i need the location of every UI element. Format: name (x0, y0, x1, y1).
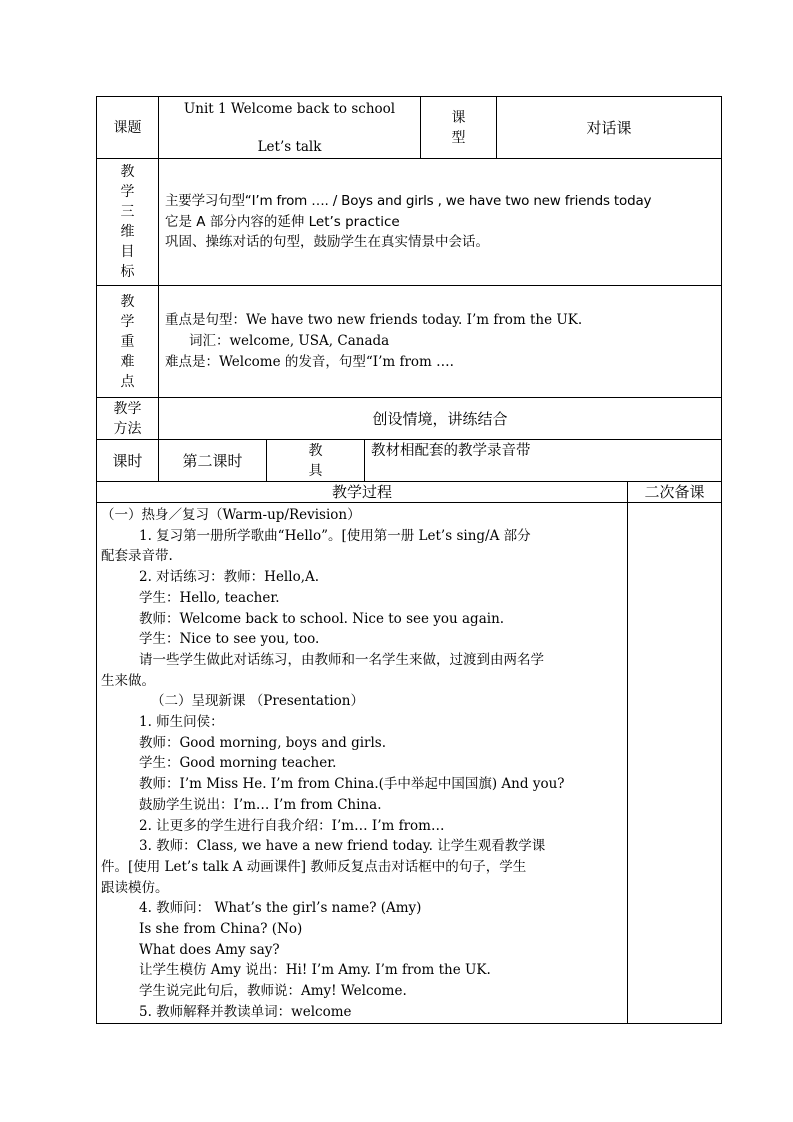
tools-value: 教材相配套的教学录音带 (365, 440, 722, 482)
process-line: What does Amy say? (139, 941, 280, 958)
process-line: 1. 复习第一册所学歌曲“Hello”。[使用第一册 Let’s sing/A 部分 (139, 527, 531, 544)
process-line: 让学生模仿 Amy 说出：Hi! I’m Amy. I’m from the UK. (139, 962, 491, 979)
title-label: 课题 (97, 97, 159, 159)
process-line: 件。[使用 Let’s talk A 动画课件] 教师反复点击对话框中的句子，学生 (101, 858, 527, 875)
goals-line: 它是 A 部分内容的延伸 Let’s practice (165, 213, 400, 230)
period-value: 第二课时 (159, 440, 267, 482)
process-header: 教学过程 (97, 482, 628, 503)
title-line-1: Unit 1 Welcome back to school (183, 101, 396, 117)
process-line: （二）呈现新课 （Presentation） (151, 693, 364, 710)
process-line: 教师：Welcome back to school. Nice to see you again. (139, 610, 505, 627)
process-line: 5. 教师解释并教读单词：welcome (139, 1003, 352, 1020)
process-line: Is she from China? (No) (139, 921, 303, 938)
process-line: 2. 让更多的学生进行自我介绍：I’m… I’m from… (139, 817, 445, 834)
process-line: 学生说完此句后，教师说：Amy! Welcome. (139, 983, 407, 1000)
process-line: 生来做。 (101, 672, 155, 689)
keypoints-line: 重点是句型：We have two new friends today. I’m from the UK. (165, 312, 583, 329)
process-line: 3. 教师：Class, we have a new friend today. 让学生观看教学课 (139, 838, 546, 855)
process-line: 4. 教师问： What’s the girl’s name? (Amy) (139, 900, 422, 917)
title-row (97, 97, 722, 159)
goals-line: 巩固、操练对话的句型，鼓励学生在真实情景中会话。 (165, 234, 489, 251)
process-line: 1. 师生问侯： (139, 714, 224, 731)
goals-content (159, 159, 722, 286)
keypoints-label: 教 学 重 难 点 (97, 286, 159, 398)
keypoints-content (159, 286, 722, 398)
period-row (97, 440, 722, 482)
keypoints-row (97, 286, 722, 398)
process-line: 学生：Good morning teacher. (139, 755, 337, 772)
keypoints-line: 难点是：Welcome 的发音，句型“I’m from …. (165, 353, 454, 370)
goals-line: 主要学习句型“I’m from …. / Boys and girls , we have two new friends today (165, 192, 652, 209)
title-line-2: Let’s talk (257, 139, 322, 155)
lesson-plan-table (96, 96, 722, 1024)
process-line: 请一些学生做此对话练习，由教师和一名学生来做，过渡到由两名学 (139, 651, 544, 668)
process-line: 配套录音带. (101, 548, 173, 565)
process-row (97, 503, 722, 1024)
process-line: 跟读模仿。 (101, 879, 169, 896)
method-row (97, 398, 722, 440)
notes-header: 二次备课 (628, 482, 722, 503)
goals-row (97, 159, 722, 286)
title-value (159, 97, 421, 159)
keypoints-line: 词汇：welcome, USA, Canada (189, 333, 390, 350)
process-line: 鼓励学生说出：I’m… I’m from China. (139, 796, 382, 813)
type-value: 对话课 (497, 97, 722, 159)
type-label: 课 型 (421, 97, 497, 159)
process-line: （一）热身／复习（Warm-up/Revision） (101, 507, 361, 523)
method-value: 创设情境，讲练结合 (159, 398, 722, 440)
process-header-row (97, 482, 722, 503)
method-label: 教学 方法 (97, 398, 159, 440)
process-line: 教师：Good morning, boys and girls. (139, 734, 387, 751)
goals-label: 教 学 三 维 目 标 (97, 159, 159, 286)
tools-label: 教 具 (267, 440, 365, 482)
process-line: 学生：Hello, teacher. (139, 589, 280, 606)
notes-content (628, 503, 722, 1024)
process-line: 学生：Nice to see you, too. (139, 631, 320, 648)
process-line: 教师：I’m Miss He. I’m from China.(手中举起中国国旗) And you? (139, 776, 565, 793)
process-line: 2. 对话练习：教师：Hello,A. (139, 569, 320, 586)
process-lines (101, 505, 627, 1023)
process-content (97, 503, 628, 1024)
period-label: 课时 (97, 440, 159, 482)
